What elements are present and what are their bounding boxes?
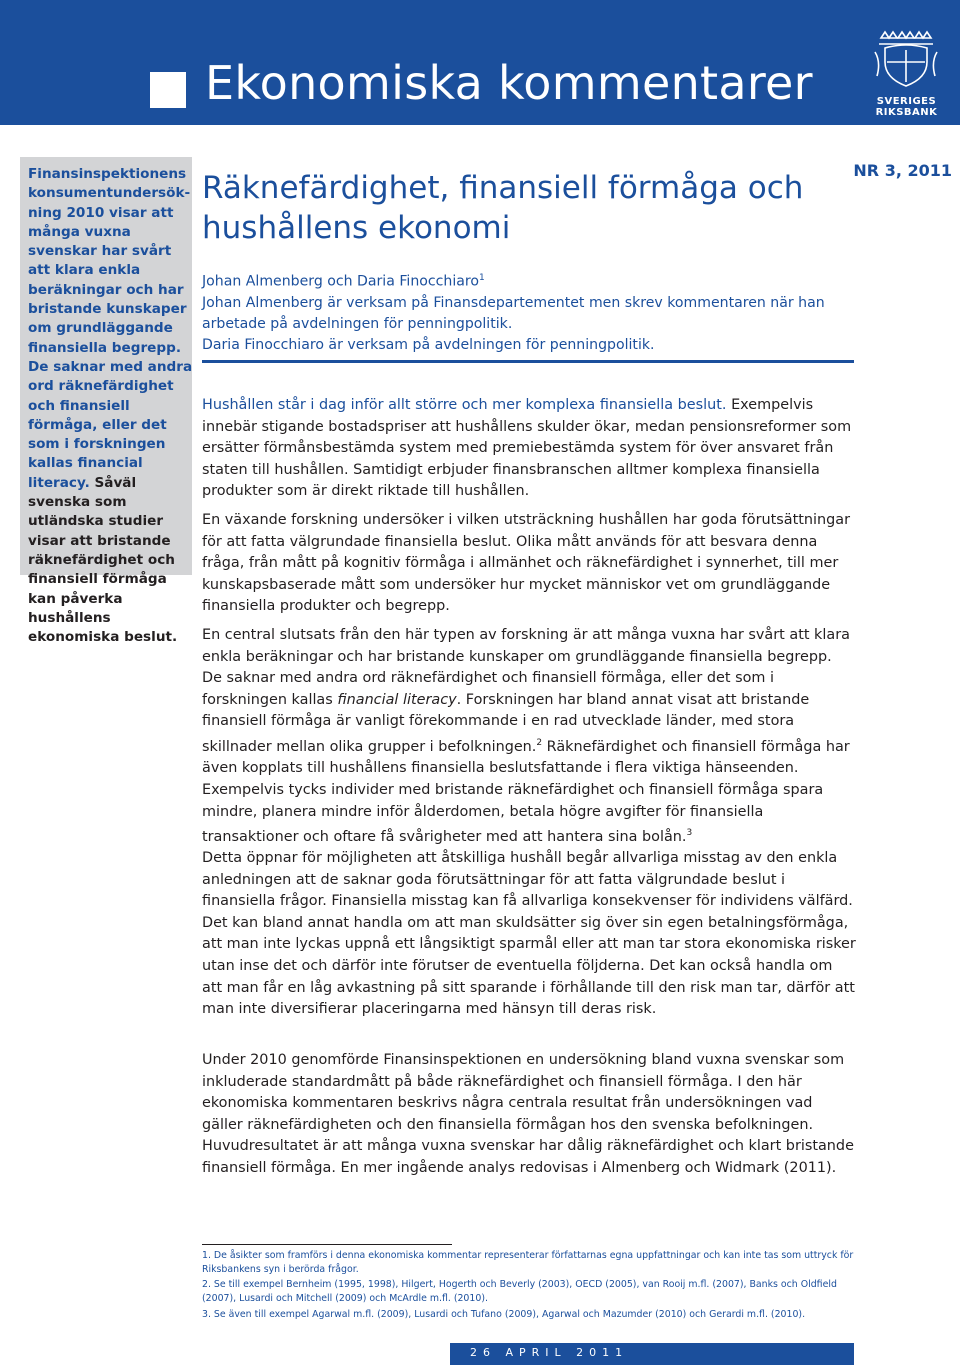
footnote-divider — [202, 1244, 452, 1245]
article-title: Räknefärdighet, finansiell förmåga och hushållens ekonomi — [202, 170, 804, 246]
summary-sidebar — [20, 157, 193, 646]
logo-text-riksbank: RIKSBANK — [875, 107, 938, 118]
author-names: Johan Almenberg och Daria Finocchiaro$^1$ — [202, 273, 485, 290]
footnote-ref-2: 2 — [536, 737, 543, 748]
header-band — [0, 0, 960, 125]
lead-sentence: Hushållen står i dag inför allt större och mer komplexa finansiella beslut. — [202, 397, 727, 413]
author-block — [202, 268, 842, 356]
author-info-almenberg: Johan Almenberg är verksam på Finansdepartementet men skrev kommentaren när han arbetade på avdelningen för penningpolitik. — [202, 294, 825, 332]
summary-part-1: Finansinspektionens konsumentundersökning 2010 visar att många vuxna svenskar har svårt att klara enkla beräkningar och har bristande kunskaper om grundläggande finansiella begrepp. De saknar med andra ord räknefärdighet och finansiell förmåga, eller det som i forskningen kallas financial literacy. — [28, 166, 193, 491]
term-financial-literacy: financial literacy — [337, 691, 457, 708]
footnote-ref-3: 3 — [686, 828, 693, 839]
riksbank-logo — [853, 0, 960, 125]
header-square-icon — [150, 72, 186, 108]
footnote-2: 2. Se till exempel Bernheim (1995, 1998), Hilgert, Hogerth och Beverly (2003), OECD (2005), van Rooij m.fl. (2007), Banks och Oldfield (2007), Lusardi och Mitchell (2009) och McArdle m.fl. (2010). — [202, 1279, 837, 1304]
paragraph-4: Detta öppnar för möjligheten att åtskilliga hushåll begår allvarliga misstag av den enkla anledningen att de saknar goda förutsättningar för att fatta välgrundade beslut i finansiella frågor. Finansiella misstag kan få allvarliga konsekvenser för individens välfärd. Det kan bland annat handla om att man skuldsätter sig över sin egen betalningsförmåga, att man inte lyckas uppnå ett långsiktigt sparmål eller att man tar stora ekonomiska risker utan inse det och därför inte förutser de eventuella följderna. Det kan också handla om att man får en låg avkastning på sitt sparande i förhållande till den risk man tar, därför att man inte diversifierar placeringarna med hänsyn till deras risk. — [202, 850, 856, 1018]
paragraph-5: Under 2010 genomförde Finansinspektionen en undersökning bland vuxna svenskar som inkluderade standardmått på både räknefärdighet och finansiell förmåga. I den här ekonomiska kommentaren beskrivs några centrala resultat från undersökningen vad gäller räknefärdigheten och den finansiella förmågan hos den svenska befolkningen. Huvudresultatet är att många vuxna svenskar har dålig räknefärdighet och klart bristande finansiell förmåga. En mer ingående analys redovisas i Almenberg och Widmark (2011). — [202, 1052, 854, 1176]
logo-text-sveriges: SVERIGES — [876, 96, 937, 107]
publication-title: Ekonomiska kommentarer — [205, 56, 813, 110]
riksbank-crest-icon — [873, 30, 939, 90]
paragraph-3: En central slutsats från den här typen av forskning är att många vuxna har svårt att klara enkla beräkningar och har bristande kunskaper om grundläggande finansiella begrepp. De saknar med andra ord räknefärdighet och finansiell förmåga, eller det som i forskningen kallas financial literacy. Forskningen har bland annat visat att bristande finansiell förmåga är vanligt förekommande i en rad utvecklade länder, med stora skillnader mellan olika grupper i befolkningen.$^2$ Räknefärdighet och finansiell förmåga har även kopplats till hushållens finansiella beslutsfattande i flera viktiga hänseenden. Exempelvis tycks individer med bristande räknefärdighet och finansiell förmåga spara mindre, planera mindre inför ålderdomen, betala högre avgifter för finansiella transaktioner och oftare få svårigheter med att hantera sina bolån.$^3$ — [202, 627, 850, 845]
date-bar — [450, 1343, 854, 1365]
publication-date: 26 APRIL 2011 — [470, 1346, 629, 1359]
summary-text — [28, 165, 194, 647]
summary-part-2: Såväl svenska som utländska studier visar att bristande räknefärdighet och finansiell förmåga kan påverka hushållens ekonomiska beslut. — [28, 474, 178, 646]
author-info-finocchiaro: Daria Finocchiaro är verksam på avdelningen för penningpolitik. — [202, 336, 655, 353]
title-divider — [202, 360, 854, 363]
footnote-3: 3. Se även till exempel Agarwal m.fl. (2009), Lusardi och Tufano (2009), Agarwal och Mazumder (2010) och Gerardi m.fl. (2010). — [202, 1309, 806, 1320]
paragraph-1: Hushållen står i dag inför allt större och mer komplexa finansiella beslut. Exempelvis innebär stigande bostadspriser att hushållens skulder ökar, medan pensionsreformer som ersätter förmånsbestämda system med premiebestämda system för över ansvaret från staten till hushållen. Samtidigt erbjuder finansbranschen alltmer komplexa finansiella produkter som är direkt riktade till hushållen. — [202, 397, 852, 500]
footnote-1: 1. De åsikter som framförs i denna ekonomiska kommentar representerar författarnas egna uppfattningar och kan inte tas som uttryck för Riksbankens syn i berörda frågor. — [202, 1250, 854, 1275]
paragraph-2: En växande forskning undersöker i vilken utsträckning hushållen har goda förutsättningar för att fatta välgrundade finansiella beslut. Olika mått används för att besvara denna fråga, från mått på kognitiv förmåga i allmänhet och räknefärdighet i synnerhet, till mer kunskapsbaserade mått som undersöker hur mycket människor vet om grundläggande finansiella produkter och begrepp. — [202, 512, 850, 615]
issue-number: NR 3, 2011 — [853, 161, 952, 180]
footnote-ref-1: 1 — [478, 273, 485, 283]
